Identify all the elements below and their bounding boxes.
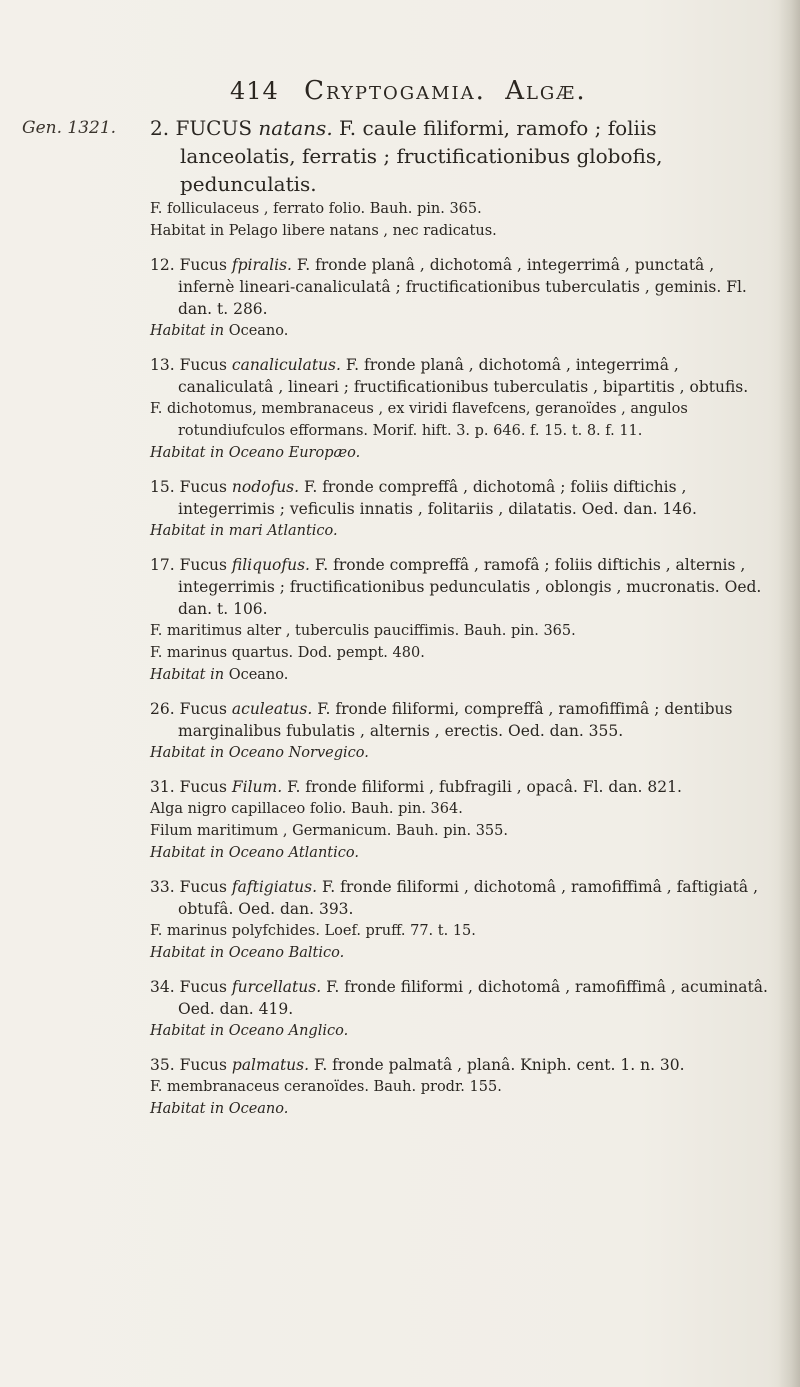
species-entry-33 [150,876,775,964]
entry-number: 12. [150,256,175,274]
entry-number: 15. [150,478,175,496]
genus-name: Fucus [179,778,227,796]
species-entry-35 [150,1054,775,1120]
habitat-line: Habitat in Oceano Europæo. [150,445,361,461]
species-entry-34 [150,976,775,1042]
species-list [150,114,775,1132]
synonym-line: F. marinus quartus. Dod. pempt. 480. [150,645,425,661]
species-name: aculeatus. [231,700,313,718]
species-diagnosis [150,976,775,1020]
habitat-line: Habitat in mari Atlantico. [150,523,338,539]
diagnosis-text: F. fronde filiformi , dichotomâ , ramofiffimâ , faftigiatâ , obtufâ. Oed. dan. 393. [178,878,759,918]
header-title-cryptogamia: Cryptogamia. [304,76,486,106]
entry-number: 34. [150,978,175,996]
synonym-line: F. maritimus alter , tuberculis pauciffimis. Bauh. pin. 365. [150,623,576,639]
species-diagnosis [150,554,775,620]
genus-name: Fucus [179,356,227,374]
diagnosis-text: F. fronde compreffâ , dichotomâ ; foliis diftichis , integerrimis ; veficulis innatis , folitariis , dilatatis. Oed. dan. 146. [178,478,697,518]
diagnosis-text: F. fronde filiformi , dichotomâ , ramofiffimâ , acuminatâ. Oed. dan. 419. [178,978,768,1018]
genus-name: Fucus [179,478,227,496]
page-edge-shadow [778,0,800,1387]
running-header [230,76,587,106]
synonym-line: F. dichotomus, membranaceus , ex viridi flavefcens, geranoïdes , angulos rotundiufculos efformans. Morif. hift. 3. p. 646. f. 15. t. 8. f. 11. [150,401,688,439]
page-number: 414 [230,77,279,105]
diagnosis-text: F. fronde planâ , dichotomâ , integerrimâ , canaliculatâ , lineari ; fructificationibus tuberculatis , bipartitis , obtufis. [178,356,749,396]
synonym-line: F. marinus polyfchides. Loef. pruff. 77. t. 15. [150,923,476,939]
habitat-line: Habitat in Oceano Anglico. [150,1023,349,1039]
synonym-line: Filum maritimum , Germanicum. Bauh. pin. 355. [150,823,508,839]
entry-number: 35. [150,1056,175,1074]
species-entry-17 [150,554,775,686]
species-diagnosis [150,698,775,742]
species-name: Filum. [231,778,283,796]
diagnosis-text: F. fronde filiformi , fubfragili , opacâ. Fl. dan. 821. [287,778,682,796]
habitat-line: Habitat in Oceano. [150,1101,289,1117]
species-entry-15 [150,476,775,542]
habitat-line: Habitat in Oceano. [150,323,289,339]
species-entry-31 [150,776,775,864]
genus-name: Fucus [179,556,227,574]
entry-number: 2. [150,116,170,140]
entry-number: 13. [150,356,175,374]
entry-number: 26. [150,700,175,718]
entry-number: 33. [150,878,175,896]
synonym-line: F. membranaceus ceranoïdes. Bauh. prodr. 155. [150,1079,502,1095]
diagnosis-text: F. fronde palmatâ , planâ. Kniph. cent. 1. n. 30. [313,1056,685,1074]
genus-name: Fucus [179,978,227,996]
species-name: nodofus. [231,478,300,496]
species-name: faftigiatus. [231,878,318,896]
diagnosis-text: F. fronde compreffâ , ramofâ ; foliis diftichis , alternis , integerrimis ; fructificationibus pedunculatis , oblongis , mucronatis. Oed. dan. t. 106. [178,556,762,618]
diagnosis-text: F. fronde planâ , dichotomâ , integerrimâ , punctatâ , infernè lineari-canaliculatâ ; fructificationibus tuberculatis , geminis. Fl. dan. t. 286. [178,256,747,318]
species-entry-26 [150,698,775,764]
genus-name: Fucus [179,700,227,718]
entry-number: 17. [150,556,175,574]
genus-name: Fucus [179,1056,227,1074]
genus-name: Fucus [179,878,227,896]
species-name: furcellatus. [231,978,322,996]
species-entry-13 [150,354,775,464]
species-name: natans. [258,116,333,140]
genus-name: Fucus [179,256,227,274]
species-name: canaliculatus. [231,356,341,374]
synonym-line: Alga nigro capillaceo folio. Bauh. pin. 364. [150,801,463,817]
species-entry-12 [150,254,775,342]
species-diagnosis [150,876,775,920]
genus-name: FUCUS [175,116,253,140]
habitat-line: Habitat in Oceano Baltico. [150,945,345,961]
diagnosis-text: F. fronde filiformi, compreffâ , ramofiffimâ ; dentibus marginalibus fubulatis , alternis , erectis. Oed. dan. 355. [178,700,733,740]
habitat-line: Habitat in Oceano. [150,667,289,683]
species-name: fpiralis. [231,256,292,274]
diagnosis-text: F. caule filiformi, ramofo ; foliis lanceolatis, ferratis ; fructificationibus globofis, pedunculatis. [180,116,663,196]
species-diagnosis [150,254,775,320]
habitat-line: Habitat in Pelago libere natans , nec radicatus. [150,223,497,239]
header-title-algae: Algæ. [505,76,587,106]
genus-margin-note: Gen. 1321. [22,118,117,138]
species-diagnosis [150,1054,775,1076]
species-diagnosis [150,114,775,198]
species-diagnosis [150,354,775,398]
entry-number: 31. [150,778,175,796]
species-diagnosis [150,476,775,520]
habitat-line: Habitat in Oceano Norvegico. [150,745,369,761]
habitat-line: Habitat in Oceano Atlantico. [150,845,359,861]
species-name: filiquofus. [231,556,310,574]
species-name: palmatus. [231,1056,310,1074]
species-diagnosis [150,776,775,798]
species-entry-natans [150,114,775,242]
synonym-line: F. folliculaceus , ferrato folio. Bauh. pin. 365. [150,201,482,217]
